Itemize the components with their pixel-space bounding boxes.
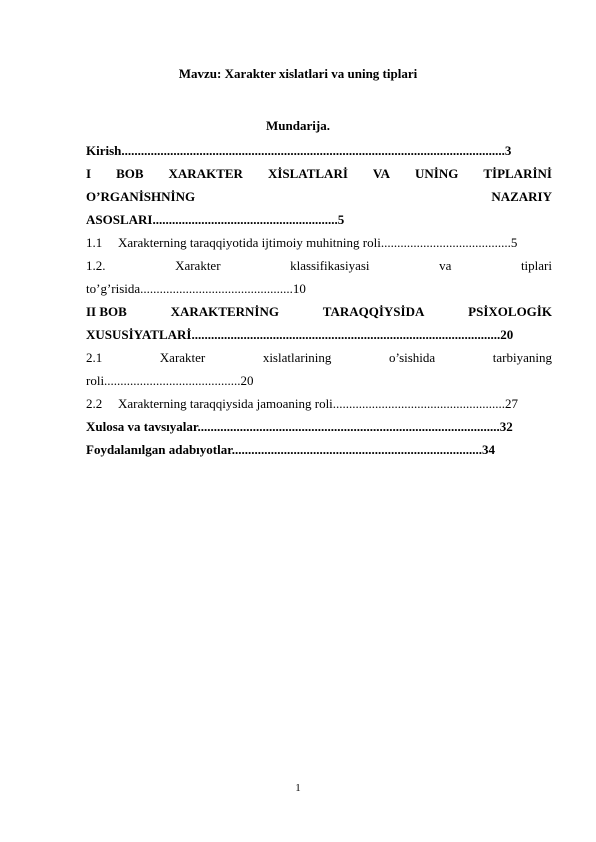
toc-word: XARAKTERNİNG bbox=[170, 304, 279, 319]
toc-entry-chapter-1-line-1 bbox=[86, 162, 552, 185]
toc-word: XARAKTER bbox=[168, 166, 243, 181]
toc-word: va bbox=[439, 258, 452, 273]
toc-entry-conclusion bbox=[86, 415, 552, 438]
toc-entry-text: to’g’risida...............................................10 bbox=[86, 281, 306, 296]
document-title: Mavzu: Xarakter xislatlari va uning tiplari bbox=[178, 66, 418, 81]
toc-entry-chapter-2-line-2 bbox=[86, 323, 552, 346]
toc-entry-text: XUSUSİYATLARİ...............................................................................................20 bbox=[86, 327, 514, 342]
toc-entry-chapter-1-line-3 bbox=[86, 208, 552, 231]
toc-heading: Mundarija. bbox=[266, 118, 330, 133]
toc-word: tiplari bbox=[520, 258, 552, 273]
toc-word: 2.1 bbox=[86, 350, 103, 365]
page-number: 1 bbox=[295, 782, 301, 794]
toc-word: klassifikasiyasi bbox=[290, 258, 370, 273]
toc-entry-text: Xarakterning taraqqiyotida ijtimoiy muhitning roli........................................5 bbox=[118, 235, 518, 250]
toc-word: xislatlarining bbox=[262, 350, 332, 365]
toc-entry-section-2-1-line-1 bbox=[86, 346, 552, 369]
toc-word: O’RGANİSHNİNG bbox=[86, 189, 196, 204]
toc-word: BOB bbox=[116, 166, 144, 181]
toc-entry-references bbox=[86, 438, 552, 461]
toc-word: VA bbox=[372, 166, 390, 181]
toc-section-number: 2.2 bbox=[86, 396, 103, 411]
toc-word: UNİNG bbox=[415, 166, 459, 181]
toc-word: o’sishida bbox=[388, 350, 436, 365]
toc-word: XİSLATLARİ bbox=[267, 166, 348, 181]
toc-word: PSİXOLOGİK bbox=[468, 304, 552, 319]
toc-entry-section-1-2-line-2 bbox=[86, 277, 552, 300]
toc-section-number: 1.1 bbox=[86, 235, 103, 250]
toc-entry-intro bbox=[86, 139, 552, 162]
toc-word: I bbox=[86, 166, 92, 181]
toc-entry-chapter-2-line-1 bbox=[86, 300, 552, 323]
toc-word: TİPLARİNİ bbox=[483, 166, 552, 181]
toc-word: 1.2. bbox=[86, 258, 106, 273]
toc-word: TARAQQİYSİDA bbox=[322, 304, 425, 319]
toc-entry-text: Xulosa va tavsıyalar.............................................................................................32 bbox=[86, 419, 513, 434]
toc-word: NAZARIY bbox=[491, 189, 552, 204]
toc-entry-section-1-2-line-1 bbox=[86, 254, 552, 277]
toc-entry-text: Foydalanılgan adabıyotlar.............................................................................34 bbox=[86, 442, 496, 457]
toc-entry-section-1-1 bbox=[86, 231, 552, 254]
toc-entry-chapter-1-line-2 bbox=[86, 185, 552, 208]
toc-word: Xarakter bbox=[175, 258, 221, 273]
toc-word: Xarakter bbox=[159, 350, 206, 365]
toc-entry-text: roli..........................................20 bbox=[86, 373, 254, 388]
toc-entry-section-2-2 bbox=[86, 392, 552, 415]
toc-entry-text: ASOSLARI.........................................................5 bbox=[86, 212, 345, 227]
toc-entry-text: Xarakterning taraqqiysida jamoaning roli.....................................................27 bbox=[118, 396, 519, 411]
table-of-contents bbox=[86, 139, 552, 461]
toc-word: II BOB bbox=[86, 304, 127, 319]
toc-word: tarbiyaning bbox=[492, 350, 552, 365]
toc-entry-text: Kirish......................................................................................................................3 bbox=[86, 143, 512, 158]
toc-entry-section-2-1-line-2 bbox=[86, 369, 552, 392]
